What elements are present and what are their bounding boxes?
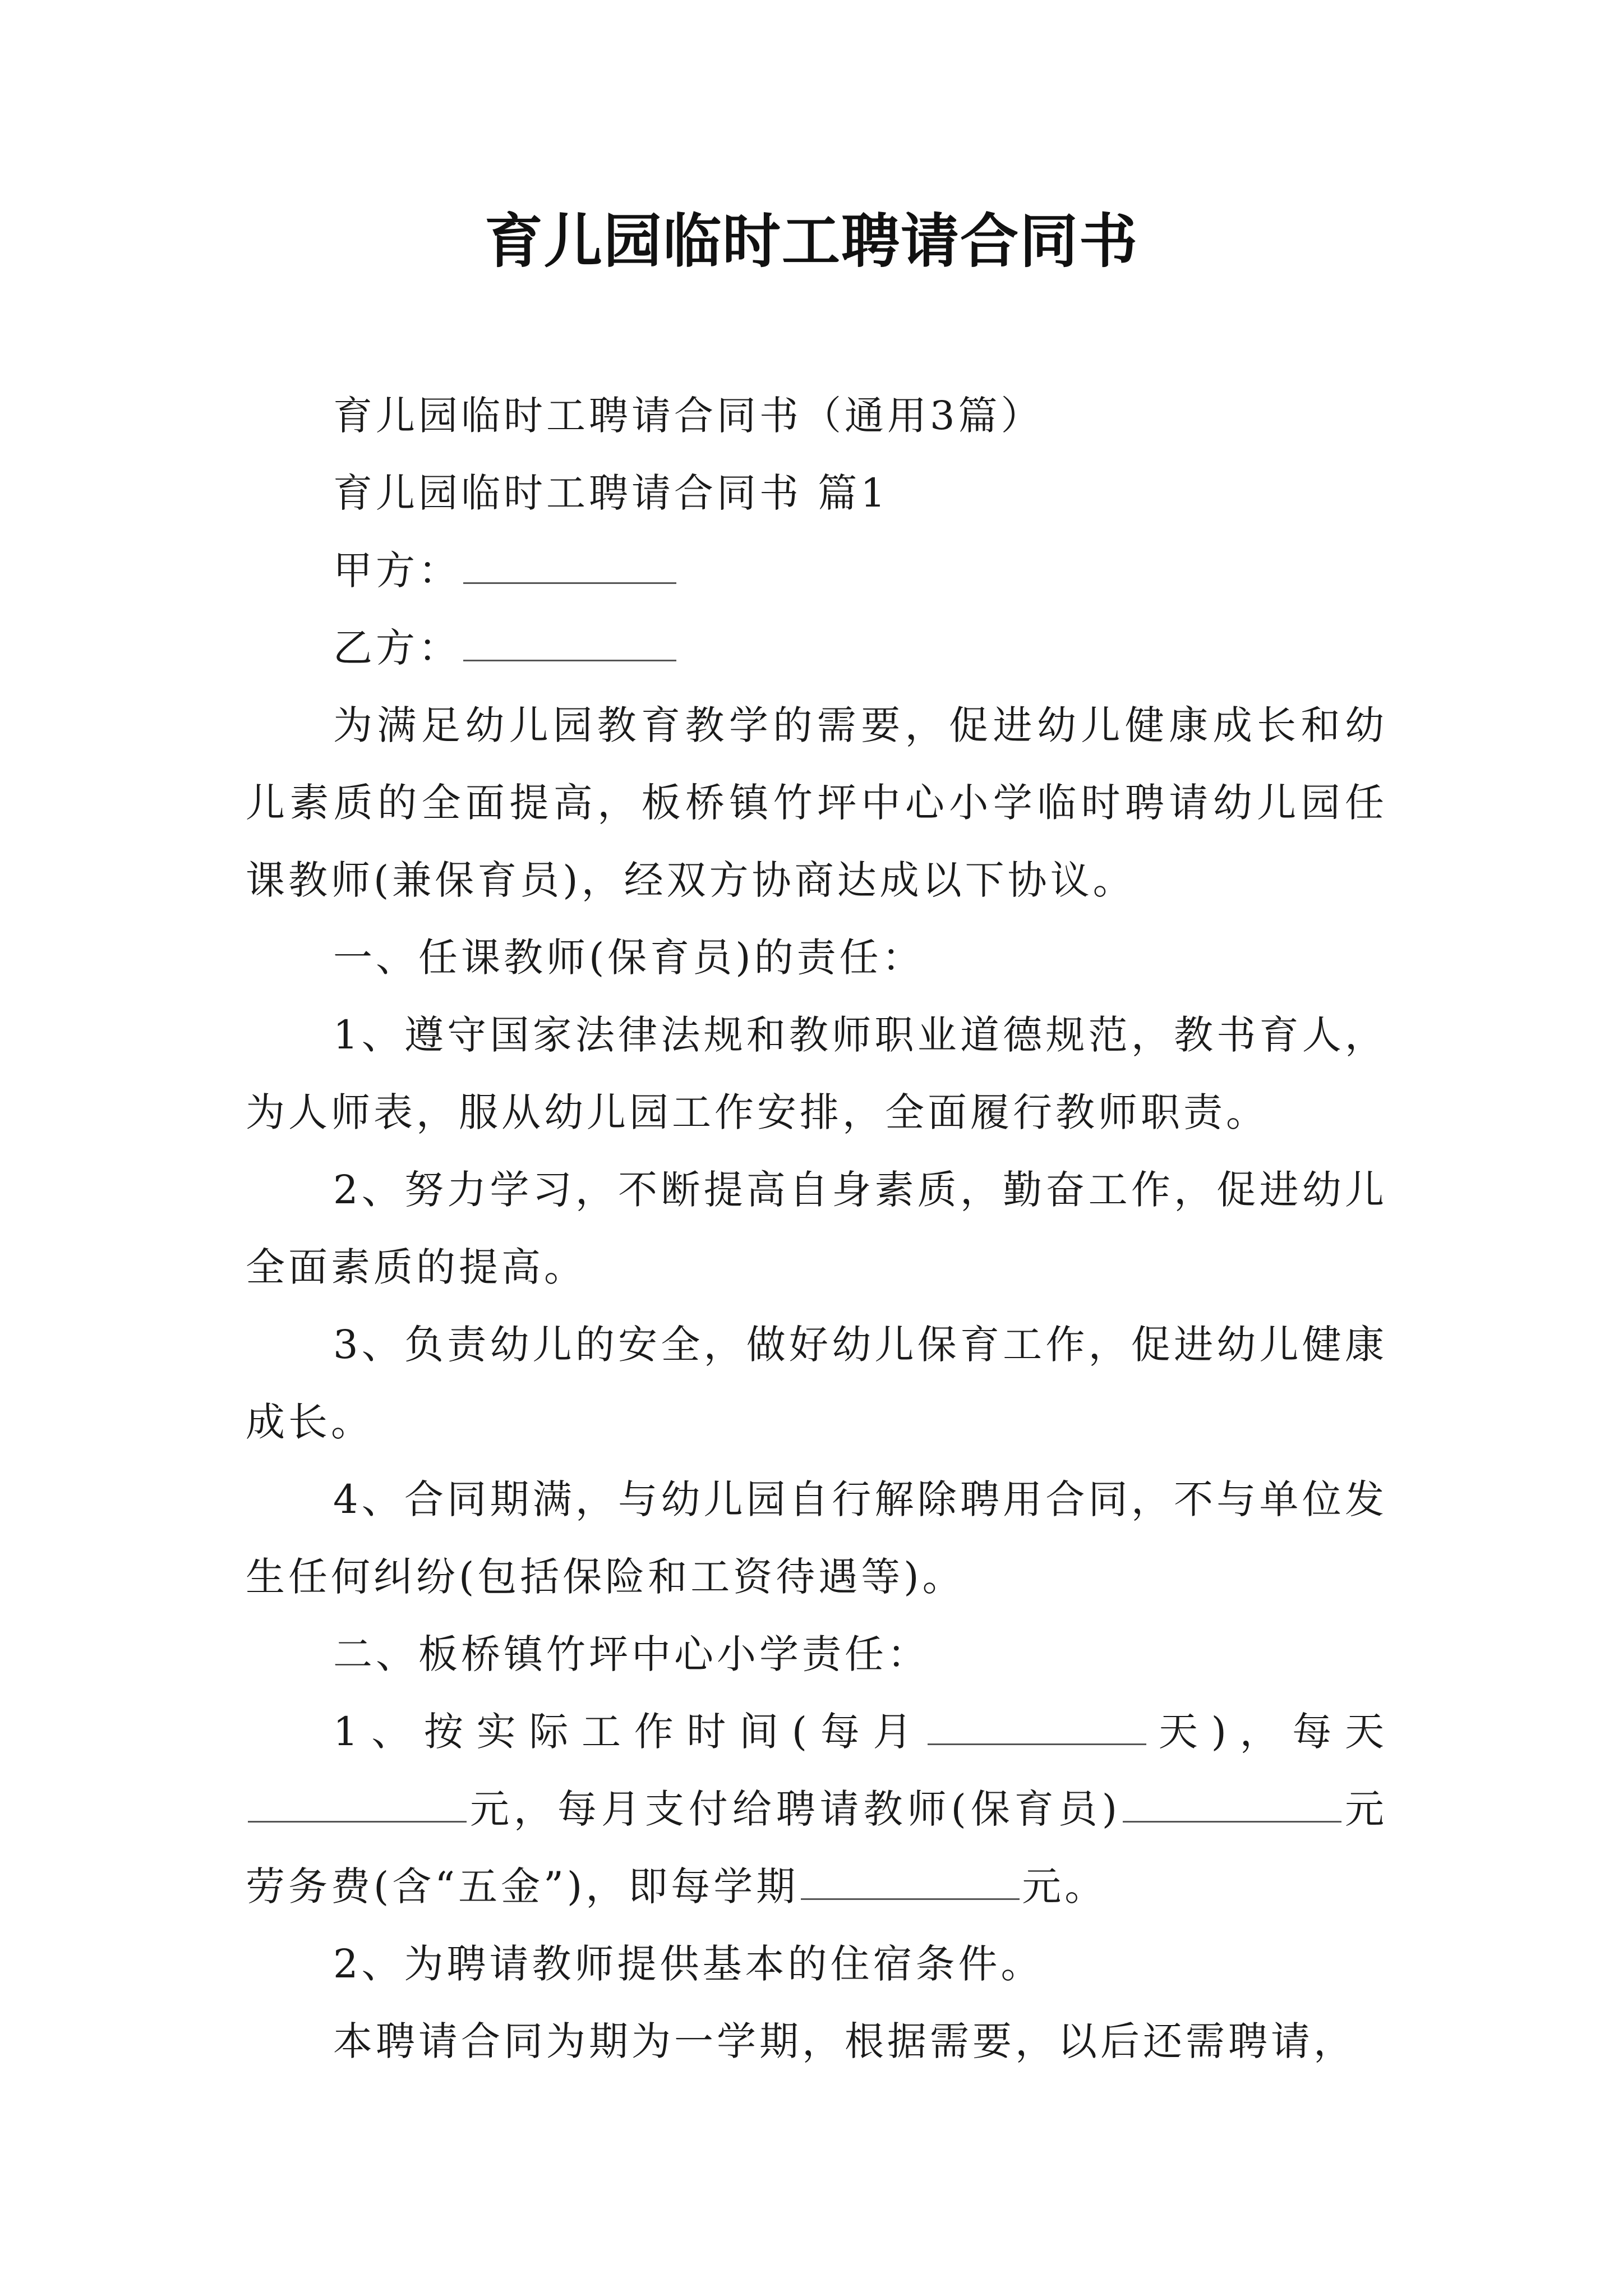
paragraph-duty-2: 2、努力学习，不断提高自身素质，勤奋工作，促进幼儿全面素质的提高。 <box>246 1167 1387 1290</box>
payment-text-c: 元，每月支付给聘请教师(保育员) <box>469 1786 1121 1832</box>
document-title: 育儿园临时工聘请合同书 <box>484 207 1138 275</box>
paragraph-term: 本聘请合同为期为一学期，根据需要，以后还需聘请， <box>333 2018 1356 2064</box>
payment-text-b: 天)，每天 <box>1149 1709 1387 1755</box>
monthly-pay-blank <box>1123 1787 1341 1823</box>
paragraph-housing: 2、为聘请教师提供基本的住宿条件。 <box>333 1941 1044 1987</box>
paragraph-duty-3: 3、负责幼儿的安全，做好幼儿保育工作，促进幼儿健康成长。 <box>246 1322 1387 1445</box>
paragraph-teacher-duties-heading: 一、任课教师(保育员)的责任： <box>333 935 925 981</box>
party-a-line <box>246 532 1387 609</box>
party-b-line <box>246 609 1387 687</box>
payment-text-a: 1、按实际工作时间(每月 <box>333 1709 926 1755</box>
party-b-label: 乙方： <box>333 625 461 671</box>
paragraph-school-duties-heading: 二、板桥镇竹坪中心小学责任： <box>333 1631 930 1677</box>
party-a-label: 甲方： <box>333 547 461 593</box>
paragraph-duty-1: 1、遵守国家法律法规和教师职业道德规范，教书育人，为人师表，服从幼儿园工作安排，全面履行教师职责。 <box>246 1012 1387 1135</box>
payment-text-d: 元劳务费(含“五金”)，即每学期 <box>246 1786 1387 1910</box>
paragraph-subtitle: 育儿园临时工聘请合同书（通用3篇） <box>333 393 1044 439</box>
paragraph-payment <box>246 1693 1387 1925</box>
paragraph-intro: 为满足幼儿园教育教学的需要，促进幼儿健康成长和幼儿素质的全面提高，板桥镇竹坪中心小学临时聘请幼儿园任课教师(兼保育员)，经双方协商达成以下协议。 <box>246 702 1387 903</box>
document-body <box>246 377 1387 2080</box>
semester-pay-blank <box>801 1865 1020 1900</box>
daily-pay-blank <box>248 1787 467 1823</box>
party-a-blank <box>463 549 676 584</box>
payment-text-e: 元。 <box>1022 1864 1108 1910</box>
paragraph-section-heading: 育儿园临时工聘请合同书 篇1 <box>333 470 889 516</box>
party-b-blank <box>463 626 676 661</box>
days-per-month-blank <box>928 1710 1146 1745</box>
paragraph-duty-4: 4、合同期满，与幼儿园自行解除聘用合同，不与单位发生任何纠纷(包括保险和工资待遇等)。 <box>246 1476 1387 1600</box>
